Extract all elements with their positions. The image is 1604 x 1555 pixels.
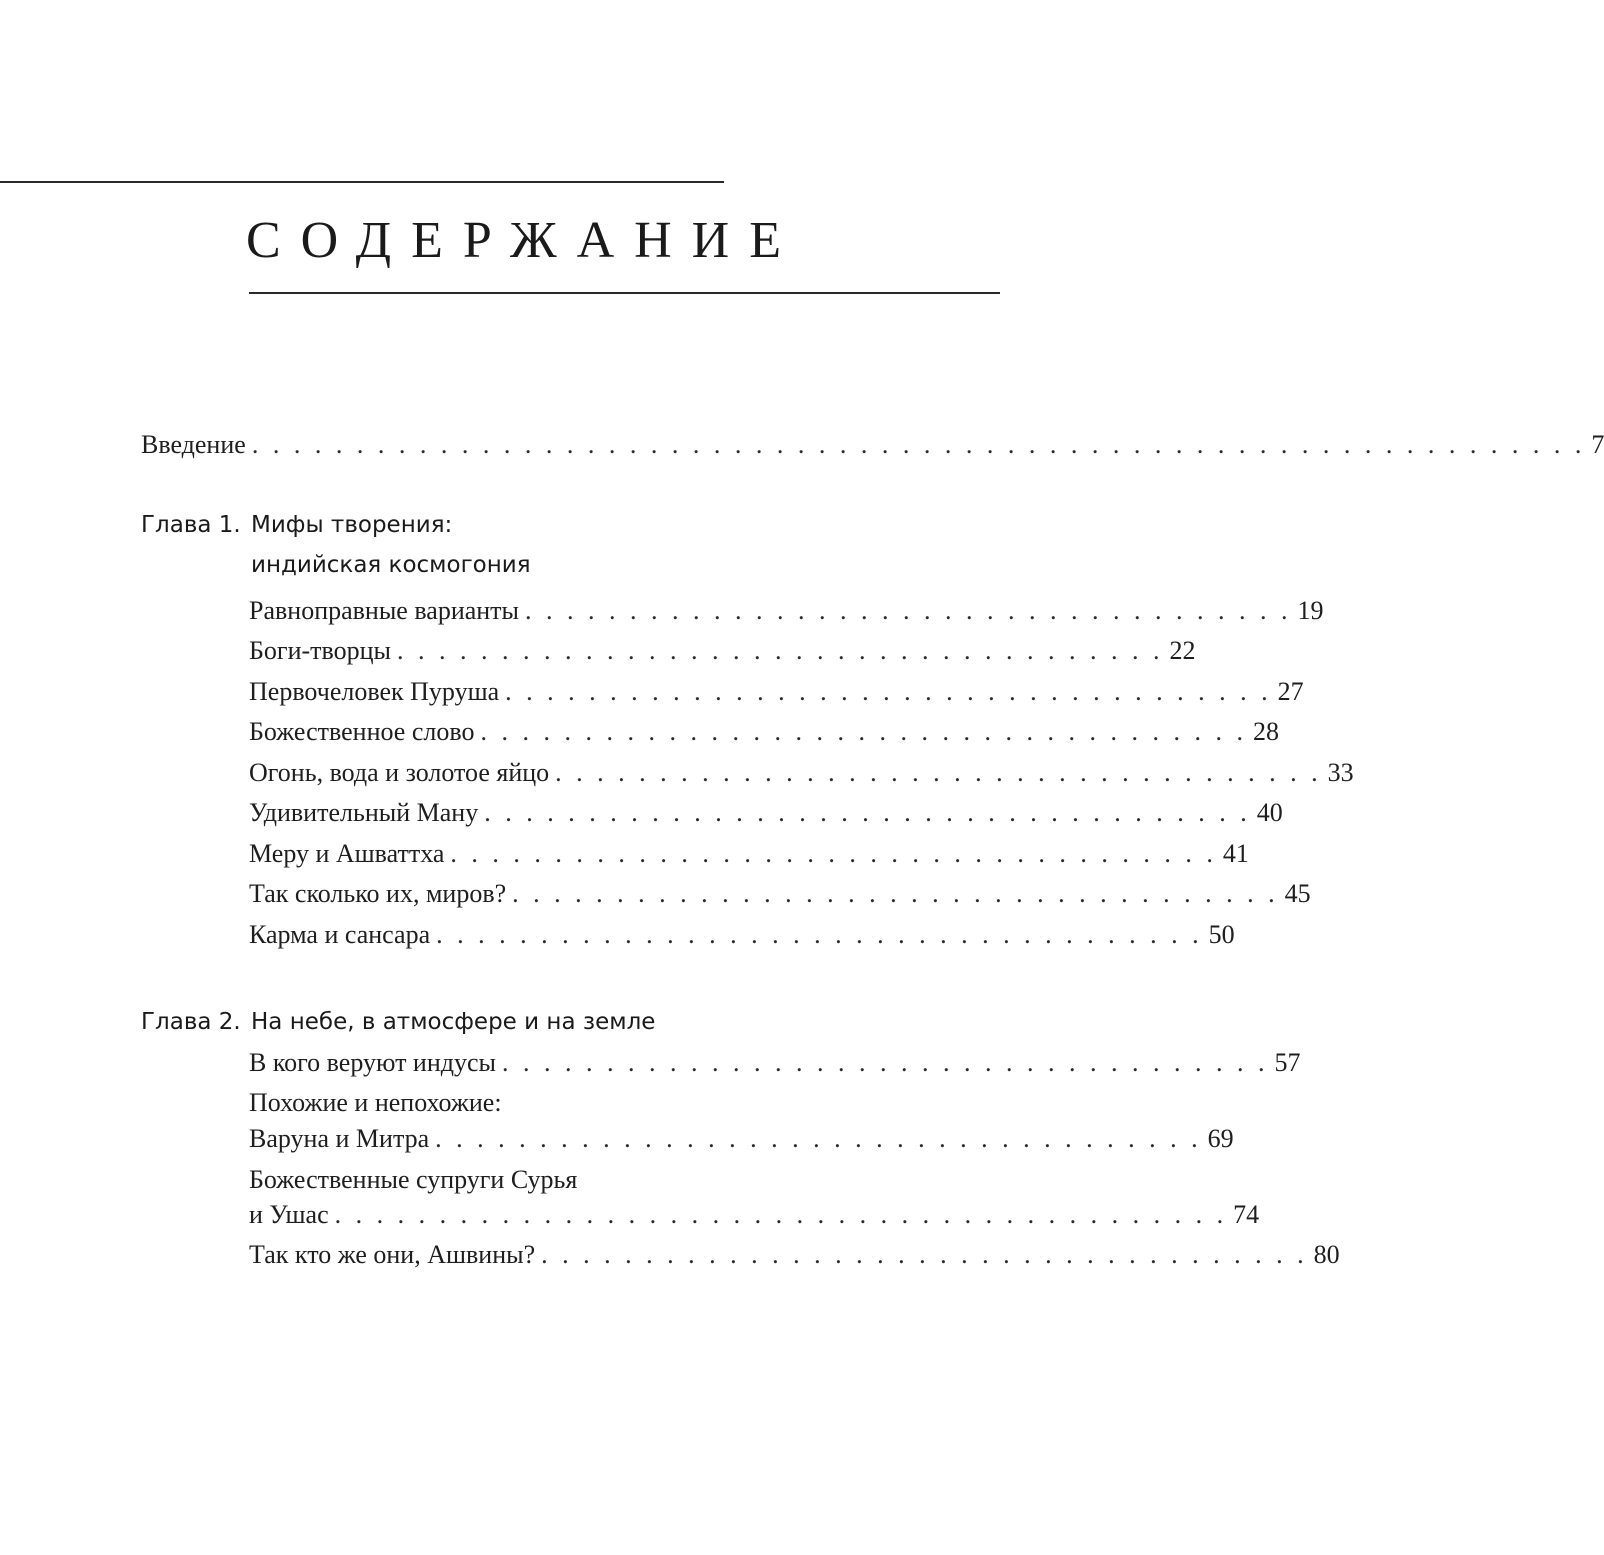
toc-entry-page: 80 bbox=[1313, 1240, 1340, 1269]
toc-entry-label: Меру и Ашваттха bbox=[249, 839, 445, 868]
toc-entry-page: 40 bbox=[1256, 798, 1283, 827]
chapter-1-heading[interactable] bbox=[141, 508, 452, 542]
toc-entry[interactable] bbox=[249, 796, 1283, 830]
toc-entry-page: 41 bbox=[1222, 839, 1249, 868]
toc-entry[interactable] bbox=[249, 1122, 1234, 1156]
toc-entry[interactable] bbox=[249, 1238, 1340, 1272]
chapter-title: Мифы творения: bbox=[251, 512, 453, 538]
bottom-rule bbox=[249, 292, 1000, 294]
toc-entry-label: Огонь, вода и золотое яйцо bbox=[249, 758, 550, 787]
toc-entry-page: 45 bbox=[1284, 879, 1311, 908]
chapter-2-heading[interactable] bbox=[141, 1005, 655, 1039]
page-title: СОДЕРЖАНИЕ bbox=[246, 212, 801, 269]
toc-entry-page: 22 bbox=[1169, 636, 1196, 665]
chapter-1-subtitle: индийская космогония bbox=[251, 552, 531, 578]
dot-leader: . . . . . . . . . . . . . . . . . . . . . . . . . . . . . . . . . . . . . bbox=[541, 1240, 1308, 1269]
dot-leader: . . . . . . . . . . . . . . . . . . . . . . . . . . . . . . . . . . . . . bbox=[480, 717, 1247, 746]
dot-leader: . . . . . . . . . . . . . . . . . . . . . . . . . . . . . . . . . . . . . . . . . . . . . . . . . . . . . . . . . . . . . . . . bbox=[251, 430, 1586, 459]
toc-entry-label: Карма и сансара bbox=[249, 920, 431, 949]
toc-entry-label-line1: Божественные супруги Сурья bbox=[249, 1165, 578, 1194]
toc-entry-label: Первочеловек Пуруша bbox=[249, 677, 500, 706]
toc-entry[interactable] bbox=[249, 675, 1304, 709]
dot-leader: . . . . . . . . . . . . . . . . . . . . . . . . . . . . . . . . . . . . . bbox=[436, 920, 1203, 949]
dot-leader: . . . . . . . . . . . . . . . . . . . . . . . . . . . . . . . . . . . . . bbox=[435, 1124, 1202, 1153]
dot-leader: . . . . . . . . . . . . . . . . . . . . . . . . . . . . . . . . . . . . . . . . . . . bbox=[334, 1200, 1228, 1229]
chapter-number: Глава 1. bbox=[141, 512, 241, 538]
toc-entry-label: Удивительный Ману bbox=[249, 798, 479, 827]
toc-entry[interactable] bbox=[249, 1198, 1260, 1232]
dot-leader: . . . . . . . . . . . . . . . . . . . . . . . . . . . . . . . . . . . . . bbox=[450, 839, 1217, 868]
toc-entry-page: 69 bbox=[1207, 1124, 1234, 1153]
dot-leader: . . . . . . . . . . . . . . . . . . . . . . . . . . . . . . . . . . . . . bbox=[484, 798, 1251, 827]
toc-entry-label: и Ушас bbox=[249, 1200, 329, 1229]
toc-entry-label: Равноправные варианты bbox=[249, 596, 520, 625]
toc-entry-label: Так кто же они, Ашвины? bbox=[249, 1240, 536, 1269]
toc-entry-label: Варуна и Митра bbox=[249, 1124, 430, 1153]
toc-entry-page: 50 bbox=[1208, 920, 1235, 949]
toc-entry-page: 57 bbox=[1274, 1048, 1301, 1077]
toc-entry-label: Божественное слово bbox=[249, 717, 475, 746]
toc-entry-page: 27 bbox=[1277, 677, 1304, 706]
toc-entry[interactable] bbox=[249, 715, 1279, 749]
toc-entry[interactable] bbox=[249, 1046, 1301, 1080]
toc-entry-label: Введение bbox=[141, 430, 246, 459]
toc-entry-label: Так сколько их, миров? bbox=[249, 879, 507, 908]
toc-entry[interactable] bbox=[249, 837, 1249, 871]
dot-leader: . . . . . . . . . . . . . . . . . . . . . . . . . . . . . . . . . . . . . bbox=[502, 1048, 1269, 1077]
toc-entry-page: 74 bbox=[1233, 1200, 1260, 1229]
toc-entry-page: 19 bbox=[1297, 596, 1324, 625]
toc-entry[interactable] bbox=[249, 756, 1354, 790]
toc-entry-page: 33 bbox=[1327, 758, 1354, 787]
toc-entry-page: 28 bbox=[1252, 717, 1279, 746]
toc-entry[interactable] bbox=[249, 877, 1311, 911]
toc-entry-label: Боги-творцы bbox=[249, 636, 392, 665]
toc-entry[interactable] bbox=[249, 918, 1235, 952]
toc-entry-page: 7 bbox=[1591, 430, 1604, 459]
toc-entry-label-line1: Похожие и непохожие: bbox=[249, 1088, 502, 1117]
toc-entry-label: В кого веруют индусы bbox=[249, 1048, 496, 1077]
dot-leader: . . . . . . . . . . . . . . . . . . . . . . . . . . . . . . . . . . . . . bbox=[512, 879, 1279, 908]
dot-leader: . . . . . . . . . . . . . . . . . . . . . . . . . . . . . . . . . . . . . bbox=[505, 677, 1272, 706]
dot-leader: . . . . . . . . . . . . . . . . . . . . . . . . . . . . . . . . . . . . . bbox=[397, 636, 1164, 665]
dot-leader: . . . . . . . . . . . . . . . . . . . . . . . . . . . . . . . . . . . . . bbox=[525, 596, 1292, 625]
dot-leader: . . . . . . . . . . . . . . . . . . . . . . . . . . . . . . . . . . . . . bbox=[555, 758, 1322, 787]
toc-entry[interactable] bbox=[249, 634, 1196, 668]
toc-entry-intro[interactable] bbox=[141, 428, 1604, 462]
chapter-number: Глава 2. bbox=[141, 1009, 241, 1035]
toc-entry[interactable] bbox=[249, 594, 1324, 628]
chapter-title: На небе, в атмосфере и на земле bbox=[251, 1009, 656, 1035]
top-rule bbox=[0, 181, 724, 183]
